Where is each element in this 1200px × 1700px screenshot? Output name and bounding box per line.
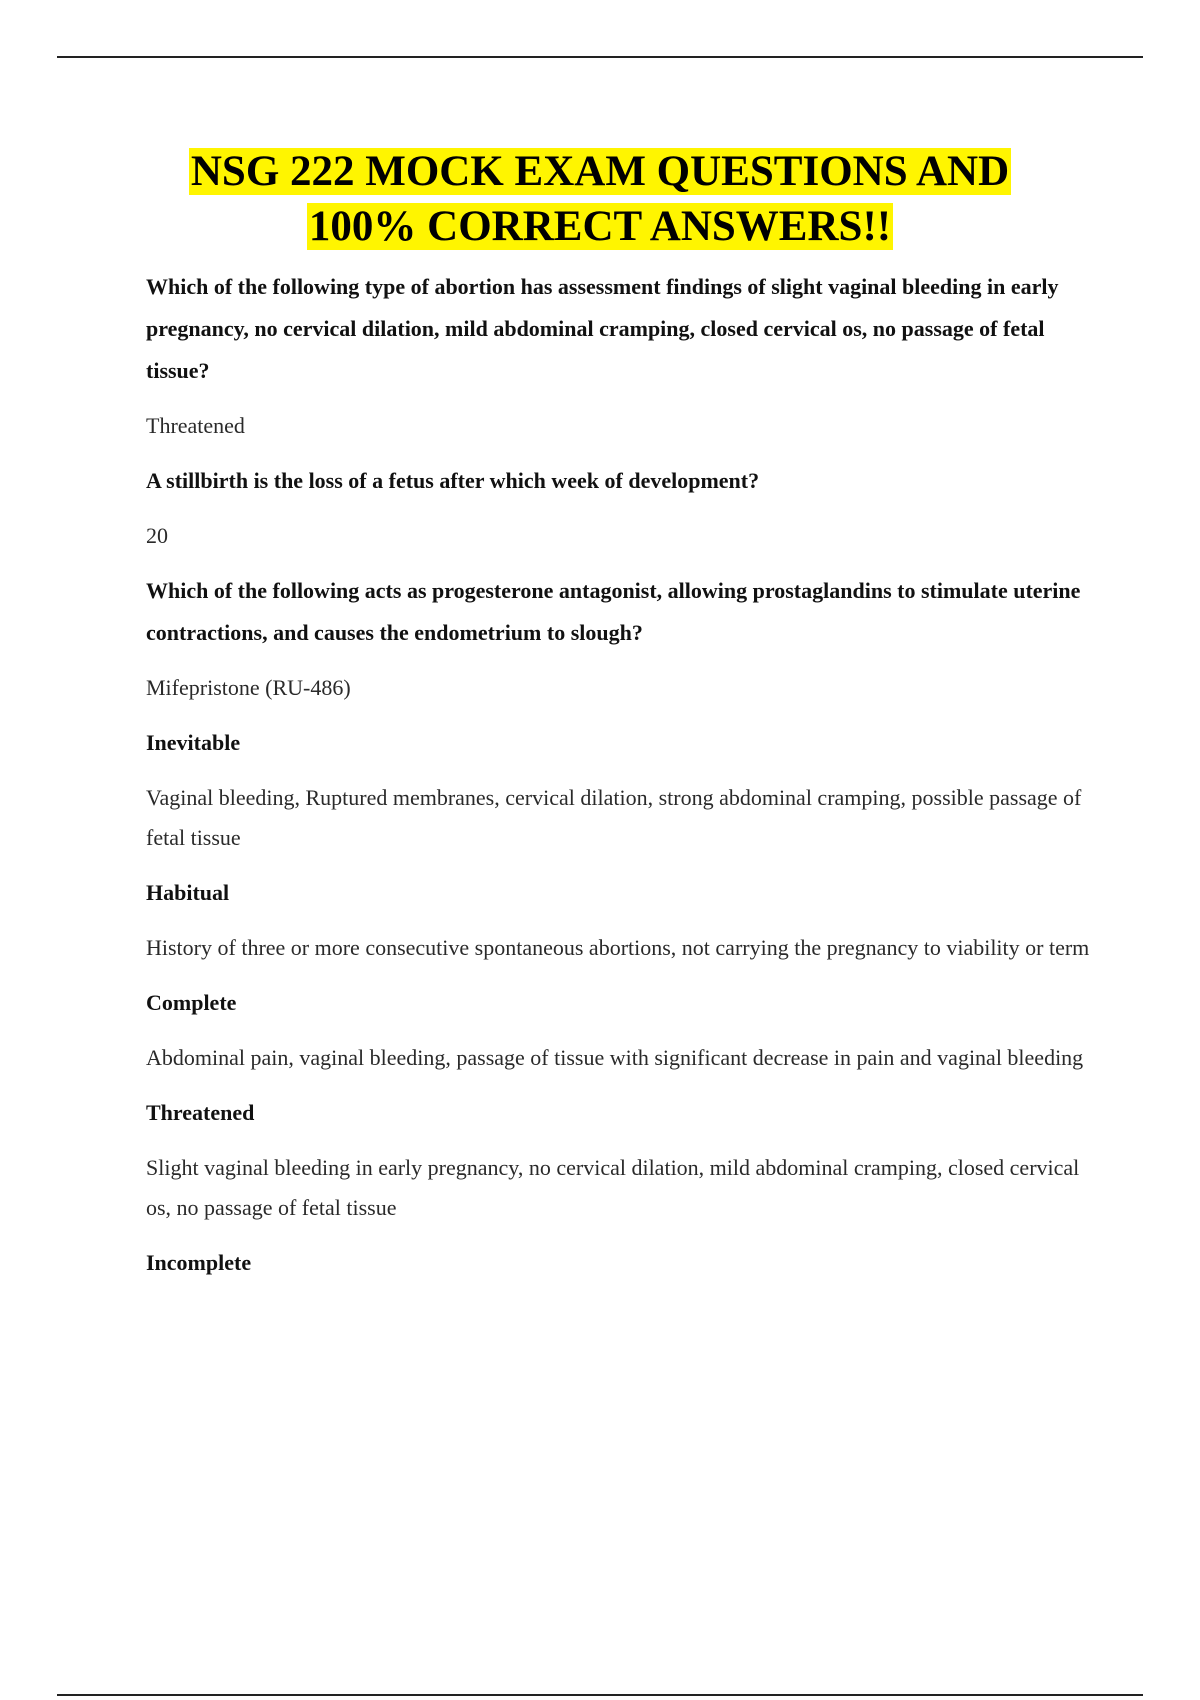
answer-3: Mifepristone (RU-486) bbox=[146, 675, 351, 700]
top-rule bbox=[57, 56, 1143, 58]
title-line-2: 100% CORRECT ANSWERS!! bbox=[308, 203, 892, 250]
question-4: Inevitable bbox=[146, 730, 241, 755]
answer-2: 20 bbox=[146, 523, 168, 548]
answer-1: Threatened bbox=[146, 413, 245, 438]
answer-5: History of three or more consecutive spontaneous abortions, not carrying the pregnancy to viability or term bbox=[146, 935, 1090, 960]
question-3: Which of the following acts as progesterone antagonist, allowing prostaglandins to stimulate uterine contractions, and causes the endometrium to slough? bbox=[146, 578, 1081, 645]
answer-4: Vaginal bleeding, Ruptured membranes, cervical dilation, strong abdominal cramping, possible passage of fetal tissue bbox=[146, 785, 1082, 850]
question-7: Threatened bbox=[146, 1100, 255, 1125]
answer-6: Abdominal pain, vaginal bleeding, passage of tissue with significant decrease in pain and vaginal bleeding bbox=[146, 1045, 1084, 1070]
question-5: Habitual bbox=[146, 880, 230, 905]
answer-7: Slight vaginal bleeding in early pregnancy, no cervical dilation, mild abdominal cramping, closed cervical os, no passage of fetal tissue bbox=[146, 1155, 1080, 1220]
bottom-rule bbox=[57, 1694, 1143, 1696]
question-8: Incomplete bbox=[146, 1250, 252, 1275]
question-1: Which of the following type of abortion has assessment findings of slight vaginal bleeding in early pregnancy, no cervical dilation, mild abdominal cramping, closed cervical os, no passage of fetal tissue? bbox=[146, 274, 1059, 383]
question-6: Complete bbox=[146, 990, 237, 1015]
question-2: A stillbirth is the loss of a fetus after which week of development? bbox=[146, 468, 760, 493]
document-title bbox=[100, 144, 1100, 254]
title-line-1: NSG 222 MOCK EXAM QUESTIONS AND bbox=[190, 148, 1010, 195]
document-body bbox=[146, 266, 1096, 1284]
